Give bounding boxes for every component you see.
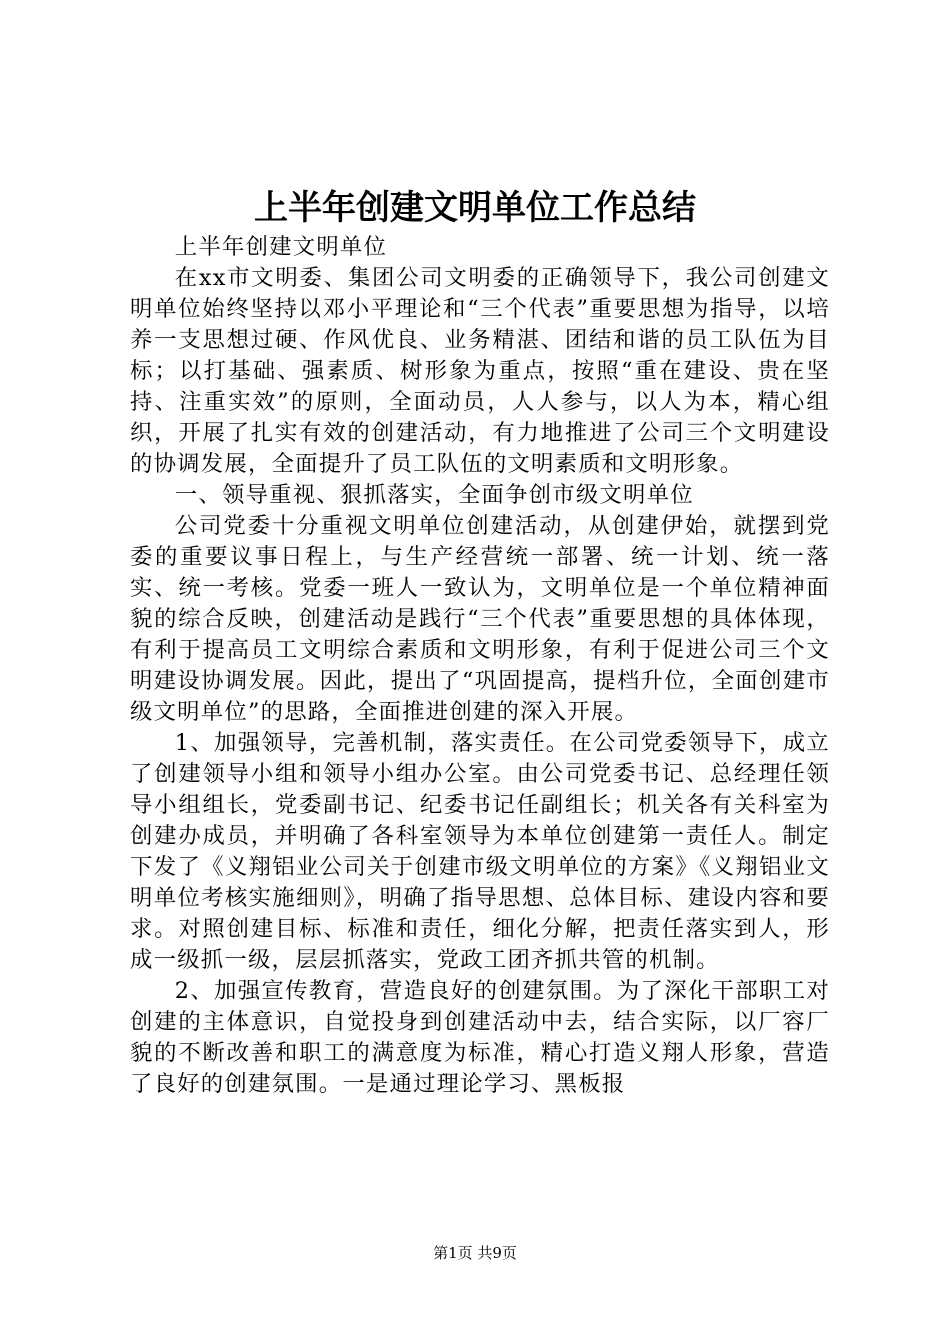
subtitle-paragraph: 上半年创建文明单位 (174, 234, 388, 260)
page-footer: 第1页 共9页 (433, 1244, 517, 1262)
body-paragraph: 在xx市文明委、集团公司文明委的正确领导下，我公司创建文明单位始终坚持以邓小平理论和“三个代表”重要思想为指导，以培养一支思想过硬、作风优良、业务精湛、团结和谐的员工队伍为目标；以打基础、强素质、树形象为重点，按照“重在建设、贵在坚持、注重实效”的原则，全面动员，人人参与，以人为本，精心组织，开展了扎实有效的创建活动，有力地推进了公司三个文明建设的协调发展，全面提升了员工队伍的文明素质和文明形象。 (130, 265, 830, 477)
section-heading: 一、领导重视、狠抓落实，全面争创市级文明单位 (174, 482, 694, 508)
document-title: 上半年创建文明单位工作总结 (254, 188, 696, 228)
body-paragraph: 2、加强宣传教育，营造良好的创建氛围。为了深化干部职工对创建的主体意识，自觉投身到创建活动中去，结合实际，以厂容厂貌的不断改善和职工的满意度为标准，精心打造义翔人形象，营造了良好的创建氛围。一是通过理论学习、黑板报 (130, 978, 830, 1097)
body-paragraph: 1、加强领导，完善机制，落实责任。在公司党委领导下，成立了创建领导小组和领导小组办公室。由公司党委书记、总经理任领导小组组长，党委副书记、纪委书记任副组长；机关各有关科室为创建办成员，并明确了各科室领导为本单位创建第一责任人。制定下发了《义翔铝业公司关于创建市级文明单位的方案》《义翔铝业文明单位考核实施细则》，明确了指导思想、总体目标、建设内容和要求。对照创建目标、标准和责任，细化分解，把责任落实到人，形成一级抓一级，层层抓落实，党政工团齐抓共管的机制。 (130, 730, 830, 973)
document-body (130, 232, 830, 1100)
body-paragraph: 公司党委十分重视文明单位创建活动，从创建伊始，就摆到党委的重要议事日程上，与生产经营统一部署、统一计划、统一落实、统一考核。党委一班人一致认为，文明单位是一个单位精神面貌的综合反映，创建活动是践行“三个代表”重要思想的具体体现，有利于提高员工文明综合素质和文明形象，有利于促进公司三个文明建设协调发展。因此，提出了“巩固提高，提档升位，全面创建市级文明单位”的思路，全面推进创建的深入开展。 (130, 513, 830, 725)
